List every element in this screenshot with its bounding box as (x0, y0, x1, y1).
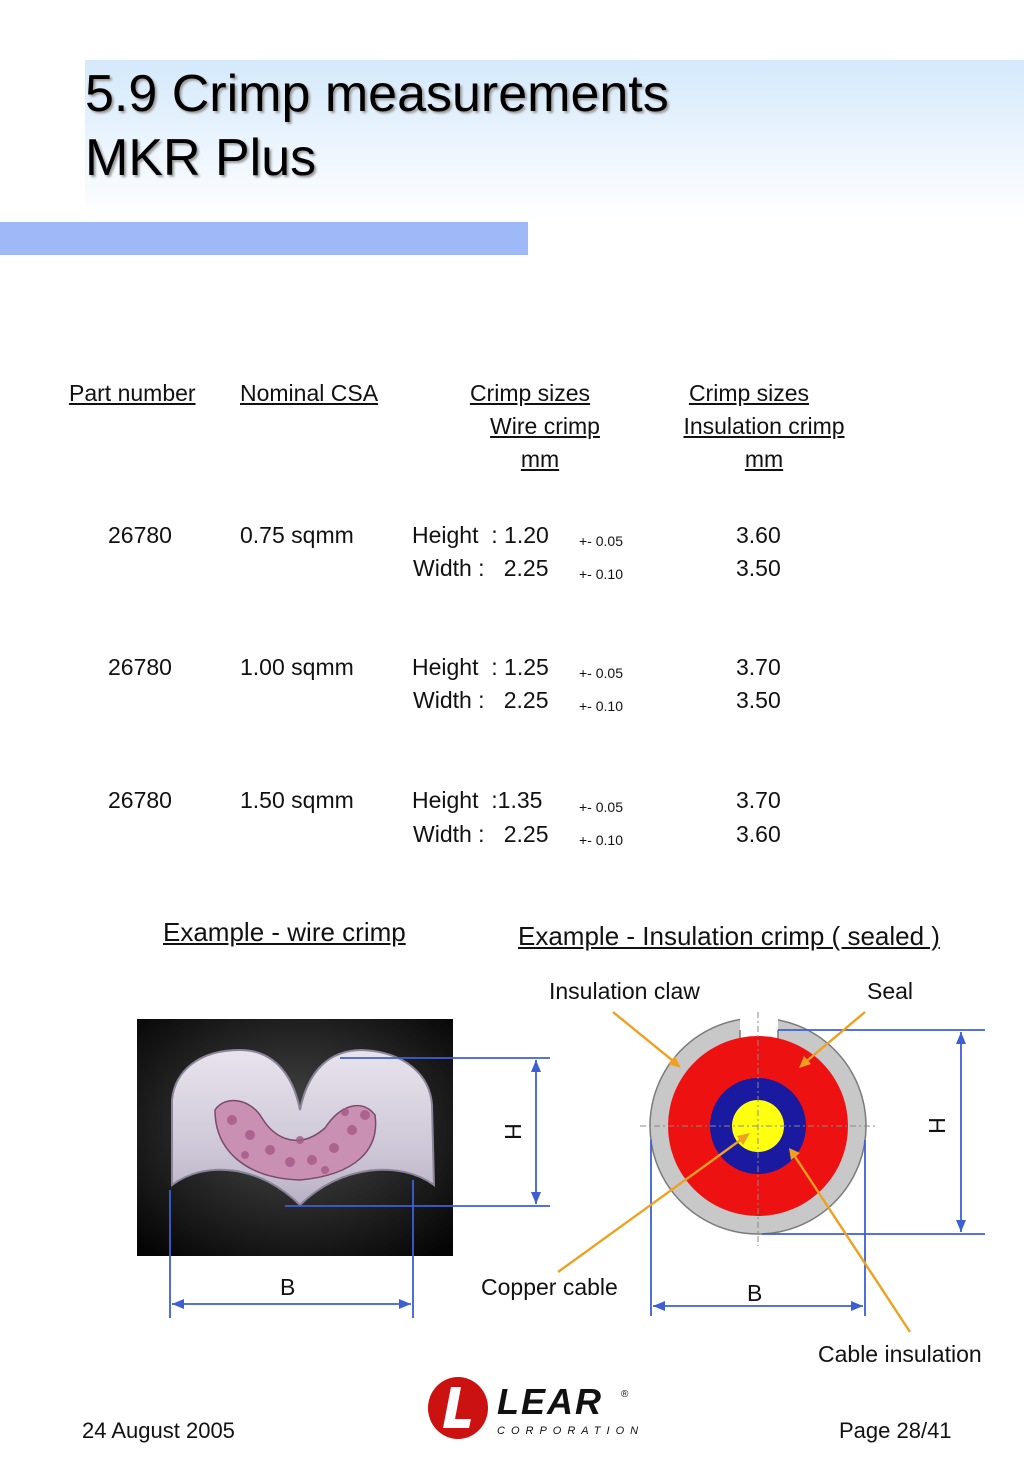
header-part-number: Part number (69, 380, 196, 406)
row-height: Height : 1.20 (412, 522, 549, 548)
header-wire-crimp-line3: mm (520, 446, 560, 472)
insulation-crimp-width-label: B (747, 1280, 763, 1306)
row-height: Height : 1.25 (412, 654, 549, 680)
row-height-tolerance: +- 0.05 (579, 799, 623, 815)
row-part-number: 26780 (108, 654, 172, 680)
lear-logo-word: LEAR (497, 1381, 603, 1422)
row-ins-height: 3.60 (736, 522, 781, 548)
row-ins-height: 3.70 (736, 654, 781, 680)
row-part-number: 26780 (108, 787, 172, 813)
row-height-tolerance: +- 0.05 (579, 533, 623, 549)
lear-logo (425, 1375, 665, 1441)
cable-insulation-label: Cable insulation (818, 1341, 982, 1367)
lear-logo-registered: ® (621, 1389, 629, 1400)
wire-crimp-height-label: H (499, 1123, 526, 1140)
slide-title-line1: 5.9 Crimp measurements (85, 65, 669, 123)
footer-page-number: Page 28/41 (839, 1418, 952, 1443)
row-height: Height :1.35 (412, 787, 543, 813)
row-ins-width: 3.60 (736, 821, 781, 847)
slide-title-line2: MKR Plus (85, 129, 317, 187)
header-nominal-csa: Nominal CSA (240, 380, 379, 406)
row-width: Width : 2.25 (413, 687, 549, 713)
insulation-claw-label: Insulation claw (549, 978, 700, 1004)
row-width: Width : 2.25 (413, 555, 549, 581)
row-csa: 1.50 sqmm (240, 787, 354, 813)
header-insulation-crimp-line2: Insulation crimp (683, 413, 845, 439)
insulation-crimp-caption: Example - Insulation crimp ( sealed ) (518, 921, 940, 951)
row-ins-width: 3.50 (736, 687, 781, 713)
lear-logo-mark (425, 1375, 495, 1441)
header-wire-crimp-line1: Crimp sizes (469, 380, 591, 406)
row-ins-height: 3.70 (736, 787, 781, 813)
seal-label: Seal (867, 978, 914, 1004)
claw-gap (740, 1012, 778, 1038)
row-ins-width: 3.50 (736, 555, 781, 581)
row-width-tolerance: +- 0.10 (579, 698, 623, 714)
row-csa: 0.75 sqmm (240, 522, 354, 548)
row-width-tolerance: +- 0.10 (579, 832, 623, 848)
wire-crimp-width-label: B (280, 1274, 296, 1300)
row-height-tolerance: +- 0.05 (579, 665, 623, 681)
header-insulation-crimp-line1: Crimp sizes (688, 380, 810, 406)
header-wire-crimp-line2: Wire crimp (490, 413, 600, 439)
copper-cable-label: Copper cable (481, 1274, 618, 1300)
row-part-number: 26780 (108, 522, 172, 548)
row-width: Width : 2.25 (413, 821, 549, 847)
wire-crimp-caption: Example - wire crimp (163, 917, 406, 947)
row-csa: 1.00 sqmm (240, 654, 354, 680)
lear-logo-subtitle: CORPORATION (497, 1425, 645, 1437)
footer-date: 24 August 2005 (82, 1418, 235, 1443)
insulation-crimp-height-label: H (923, 1117, 950, 1134)
row-width-tolerance: +- 0.10 (579, 566, 623, 582)
header-insulation-crimp-line3: mm (744, 446, 784, 472)
